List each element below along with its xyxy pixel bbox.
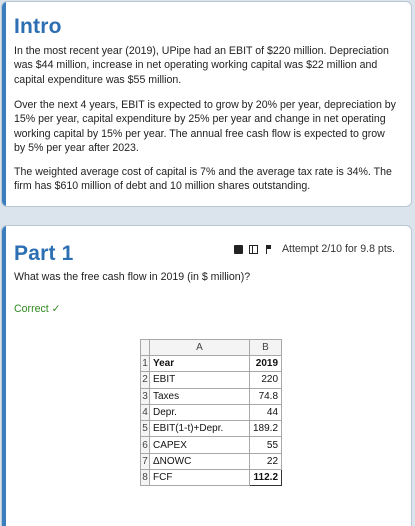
- intro-paragraph-1: In the most recent year (2019), UPipe had an EBIT of $220 million. Depreciation was $44 million, increase in net operating working capital was $22 million and capital expenditure was $55 million.: [14, 45, 389, 86]
- column-header-a: A: [150, 340, 250, 356]
- cell-label[interactable]: Taxes: [150, 388, 250, 404]
- spreadsheet: [140, 339, 282, 486]
- cell-label[interactable]: FCF: [150, 470, 250, 486]
- row-number: 4: [141, 404, 150, 420]
- cell-value[interactable]: 55: [250, 437, 282, 453]
- attempt-counter: Attempt 2/10 for 9.8 pts.: [281, 243, 395, 255]
- cell-label[interactable]: CAPEX: [150, 437, 250, 453]
- part1-card: [1, 225, 412, 526]
- cell-label[interactable]: EBIT: [150, 372, 250, 388]
- cell-value[interactable]: 74.8: [250, 388, 282, 404]
- part1-title: Part 1: [14, 242, 74, 265]
- flag-icon[interactable]: [266, 245, 272, 254]
- intro-title: Intro: [14, 15, 62, 38]
- stop-icon[interactable]: [234, 245, 243, 254]
- cell-label[interactable]: ΔNOWC: [150, 453, 250, 469]
- cell-value[interactable]: 44: [250, 404, 282, 420]
- row-number: 3: [141, 388, 150, 404]
- table-row: [141, 421, 282, 437]
- intro-paragraph-2: Over the next 4 years, EBIT is expected to grow by 20% per year, depreciation by 15% per year, capital expenditure by 25% per year and change in net operating working capital by 15% per year. The annual free cash flow is expected to grow by 5% per year after 2023.: [14, 99, 396, 155]
- cell-label[interactable]: Year: [150, 356, 250, 372]
- cell-value[interactable]: 220: [250, 372, 282, 388]
- table-row: [141, 437, 282, 453]
- row-number: 7: [141, 453, 150, 469]
- cell-value[interactable]: 2019: [250, 356, 282, 372]
- calculator-icon[interactable]: [249, 245, 258, 254]
- spreadsheet-header-row: [141, 340, 282, 356]
- row-number: 6: [141, 437, 150, 453]
- table-row: [141, 372, 282, 388]
- part1-accent-bar: [2, 226, 6, 526]
- cell-value[interactable]: 189.2: [250, 421, 282, 437]
- correct-status: Correct ✓: [14, 303, 61, 315]
- cell-value[interactable]: 22: [250, 453, 282, 469]
- table-row: [141, 388, 282, 404]
- intro-paragraph-3: The weighted average cost of capital is 7% and the average tax rate is 34%. The firm has $610 million of debt and 10 million shares outstanding.: [14, 166, 392, 193]
- table-row: [141, 356, 282, 372]
- intro-accent-bar: [2, 2, 6, 206]
- table-row: [141, 470, 282, 486]
- column-header-b: B: [250, 340, 282, 356]
- attempt-toolbar: [234, 243, 395, 255]
- row-number: 8: [141, 470, 150, 486]
- table-row: [141, 453, 282, 469]
- intro-card: [1, 1, 412, 207]
- row-number: 5: [141, 421, 150, 437]
- row-number: 1: [141, 356, 150, 372]
- row-number: 2: [141, 372, 150, 388]
- spreadsheet-corner-cell: [141, 340, 150, 356]
- table-row: [141, 404, 282, 420]
- cell-label[interactable]: Depr.: [150, 404, 250, 420]
- cell-label[interactable]: EBIT(1-t)+Depr.: [150, 421, 250, 437]
- question-text: What was the free cash flow in 2019 (in $ million)?: [14, 271, 251, 283]
- answer-cell[interactable]: 112.2: [250, 470, 282, 486]
